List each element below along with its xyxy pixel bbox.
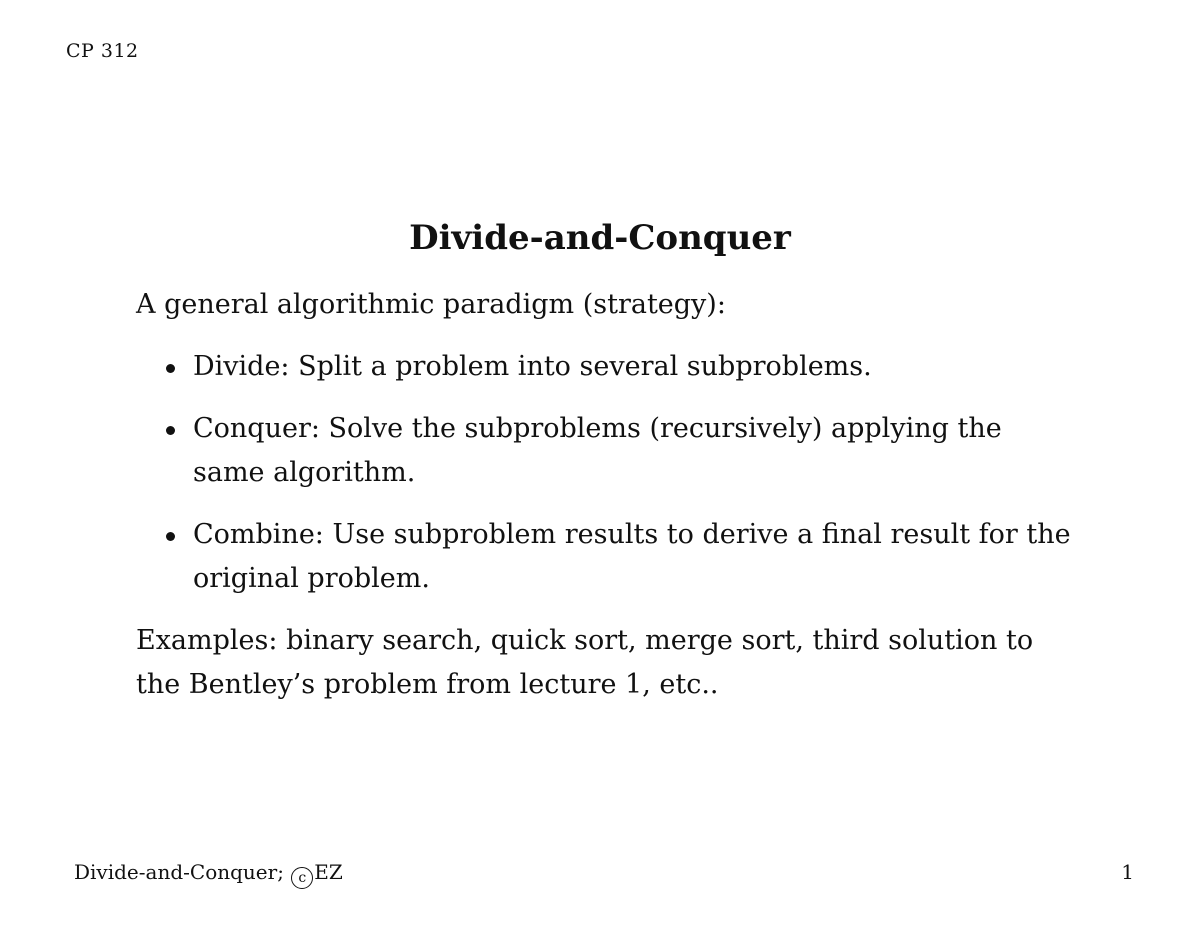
footer-title: Divide-and-Conquer; <box>74 860 284 884</box>
list-item <box>136 407 1076 495</box>
bullet-text: Divide: Split a problem into several subproblems. <box>193 351 872 382</box>
slide-title: Divide-and-Conquer <box>409 218 791 258</box>
bullet-text: Combine: Use subproblem results to derive a final result for the original problem. <box>193 519 1071 594</box>
list-item <box>136 513 1076 601</box>
bullet-icon <box>166 426 175 435</box>
intro-text: A general algorithmic paradigm (strategy): <box>136 289 726 320</box>
bullet-text: Conquer: Solve the subproblems (recursively) applying the same algorithm. <box>193 413 1002 488</box>
course-code: CP 312 <box>66 40 139 62</box>
copyright-icon: c <box>291 867 313 889</box>
footer-left <box>74 860 343 889</box>
examples-text: Examples: binary search, quick sort, merge sort, third solution to the Bentley’s problem from lecture 1, etc.. <box>136 625 1034 700</box>
list-item <box>136 345 1076 389</box>
bullet-icon <box>166 532 175 541</box>
footer-author: EZ <box>314 860 343 884</box>
slide-content <box>136 283 1076 707</box>
bullet-list <box>136 345 1076 601</box>
page-number: 1 <box>1121 860 1134 884</box>
bullet-icon <box>166 364 175 373</box>
